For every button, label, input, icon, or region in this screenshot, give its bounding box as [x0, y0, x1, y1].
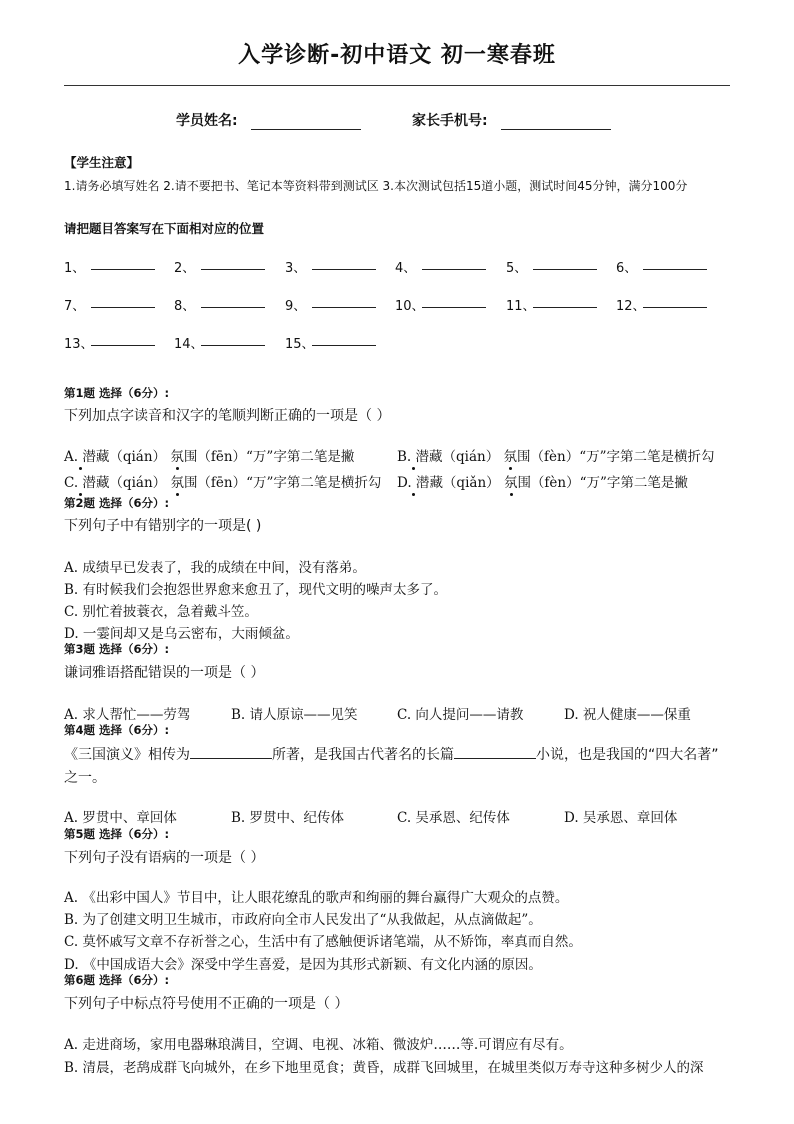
- question-6-option-a[interactable]: A. 走进商场，家用电器琳琅满目，空调、电视、冰箱、微波炉……等.可谓应有尽有。: [64, 1037, 573, 1053]
- question-4-option-a[interactable]: A. 罗贯中、章回体: [64, 810, 177, 826]
- question-2-heading: 第2题 选择（6分）:: [64, 496, 170, 510]
- answer-number-12: 12、: [616, 299, 646, 314]
- student-name-field: [176, 110, 361, 130]
- answer-blank-13[interactable]: [91, 345, 155, 346]
- question-4-option-b[interactable]: B. 罗贯中、纪传体: [231, 810, 345, 826]
- question-1-option-c[interactable]: C. 潜藏（qián） 氛围（fēn）“万”字第二笔是横折勾: [64, 475, 382, 491]
- answer-blank-15[interactable]: [312, 345, 376, 346]
- question-6-heading: 第6题 选择（6分）:: [64, 973, 170, 987]
- parent-phone-blank[interactable]: [501, 113, 611, 130]
- answer-number-11: 11、: [506, 299, 536, 314]
- student-name-label: 学员姓名:: [176, 113, 238, 129]
- question-2-option-a[interactable]: A. 成绩早已发表了，我的成绩在中间，没有落弟。: [64, 560, 366, 576]
- question-4-stem-continued: 之一。: [64, 770, 106, 786]
- question-3-heading: 第3题 选择（6分）:: [64, 642, 170, 656]
- answer-number-1: 1、: [64, 261, 86, 276]
- question-4-blank-2[interactable]: [454, 744, 536, 759]
- notice-heading: 【学生注意】: [64, 155, 140, 170]
- answer-blank-12[interactable]: [643, 307, 707, 308]
- answer-blank-11[interactable]: [533, 307, 597, 308]
- question-3-stem: 谦词雅语搭配错误的一项是（ ）: [64, 665, 265, 681]
- answer-number-4: 4、: [395, 261, 417, 276]
- page-title: 入学诊断-初中语文 初一寒春班: [238, 43, 556, 68]
- question-1-option-a[interactable]: A. 潜藏（qián） 氛围（fēn）“万”字第二笔是撇: [64, 449, 355, 465]
- notice-text: 1.请务必填写姓名 2.请不要把书、笔记本等资料带到测试区 3.本次测试包括15道小题，测试时间45分钟，满分100分: [64, 179, 688, 193]
- question-5-option-a[interactable]: A. 《出彩中国人》节目中，让人眼花缭乱的歌声和绚丽的舞台赢得广大观众的点赞。: [64, 890, 569, 906]
- question-2-stem: 下列句子中有错别字的一项是( ): [64, 518, 262, 534]
- answer-number-7: 7、: [64, 299, 86, 314]
- answer-blank-4[interactable]: [422, 269, 486, 270]
- student-name-blank[interactable]: [251, 113, 361, 130]
- question-3-option-b[interactable]: B. 请人原谅——见笑: [231, 707, 358, 723]
- question-1-option-b[interactable]: B. 潜藏（qián） 氛围（fèn）“万”字第二笔是横折勾: [397, 449, 715, 465]
- answer-number-10: 10、: [395, 299, 425, 314]
- answer-blank-1[interactable]: [91, 269, 155, 270]
- answer-number-14: 14、: [174, 337, 204, 352]
- answer-blank-6[interactable]: [643, 269, 707, 270]
- question-2-option-b[interactable]: B. 有时候我们会抱怨世界愈来愈丑了，现代文明的噪声太多了。: [64, 582, 448, 598]
- question-5-option-c[interactable]: C. 莫怀戚写文章不存祈誉之心，生活中有了感触便诉诸笔端，从不矫饰，率真而自然。: [64, 934, 582, 950]
- answer-blank-8[interactable]: [201, 307, 265, 308]
- question-3-option-c[interactable]: C. 向人提问——请教: [397, 707, 524, 723]
- question-5-option-b[interactable]: B. 为了创建文明卫生城市，市政府向全市人民发出了“从我做起，从点滴做起”。: [64, 912, 542, 928]
- answer-number-8: 8、: [174, 299, 196, 314]
- question-4-option-c[interactable]: C. 吴承恩、纪传体: [397, 810, 510, 826]
- answer-number-6: 6、: [616, 261, 638, 276]
- question-2-option-c[interactable]: C. 别忙着披蓑衣，急着戴斗笠。: [64, 604, 258, 620]
- question-4-stem: 《三国演义》相传为 所著，是我国古代著名的长篇 小说，也是我国的“四大名著”: [64, 744, 719, 764]
- answer-instruction: 请把题目答案写在下面相对应的位置: [64, 221, 265, 236]
- question-5-stem: 下列句子没有语病的一项是（ ）: [64, 850, 265, 866]
- question-4-option-d[interactable]: D. 吴承恩、章回体: [564, 810, 678, 826]
- answer-number-9: 9、: [285, 299, 307, 314]
- title-divider: [64, 85, 730, 86]
- answer-blank-2[interactable]: [201, 269, 265, 270]
- answer-blank-14[interactable]: [201, 345, 265, 346]
- parent-phone-label: 家长手机号:: [412, 113, 488, 129]
- question-4-blank-1[interactable]: [190, 744, 272, 759]
- answer-number-3: 3、: [285, 261, 307, 276]
- answer-blank-5[interactable]: [533, 269, 597, 270]
- question-5-option-d[interactable]: D. 《中国成语大会》深受中学生喜爱，是因为其形式新颖、有文化内涵的原因。: [64, 957, 542, 973]
- answer-blank-10[interactable]: [422, 307, 486, 308]
- question-3-option-d[interactable]: D. 祝人健康——保重: [564, 707, 691, 723]
- question-3-option-a[interactable]: A. 求人帮忙——劳驾: [64, 707, 191, 723]
- question-5-heading: 第5题 选择（6分）:: [64, 827, 170, 841]
- answer-number-13: 13、: [64, 337, 94, 352]
- question-6-stem: 下列句子中标点符号使用不正确的一项是（ ）: [64, 996, 349, 1012]
- answer-blank-3[interactable]: [312, 269, 376, 270]
- answer-number-5: 5、: [506, 261, 528, 276]
- question-1-heading: 第1题 选择（6分）:: [64, 386, 170, 400]
- parent-phone-field: [412, 110, 611, 130]
- question-6-option-b[interactable]: B. 清晨，老鸹成群飞向城外，在乡下地里觅食；黄昏，成群飞回城里，在城里类似万寿寺这种多树少人的深: [64, 1060, 704, 1076]
- question-2-option-d[interactable]: D. 一霎间却又是乌云密布，大雨倾盆。: [64, 626, 299, 642]
- answer-number-15: 15、: [285, 337, 315, 352]
- answer-number-2: 2、: [174, 261, 196, 276]
- question-1-option-d[interactable]: D. 潜藏（qiǎn） 氛围（fèn）“万”字第二笔是撇: [397, 475, 688, 491]
- answer-blank-9[interactable]: [312, 307, 376, 308]
- answer-blank-7[interactable]: [91, 307, 155, 308]
- question-1-stem: 下列加点字读音和汉字的笔顺判断正确的一项是（ ）: [64, 408, 391, 424]
- question-4-heading: 第4题 选择（6分）:: [64, 723, 170, 737]
